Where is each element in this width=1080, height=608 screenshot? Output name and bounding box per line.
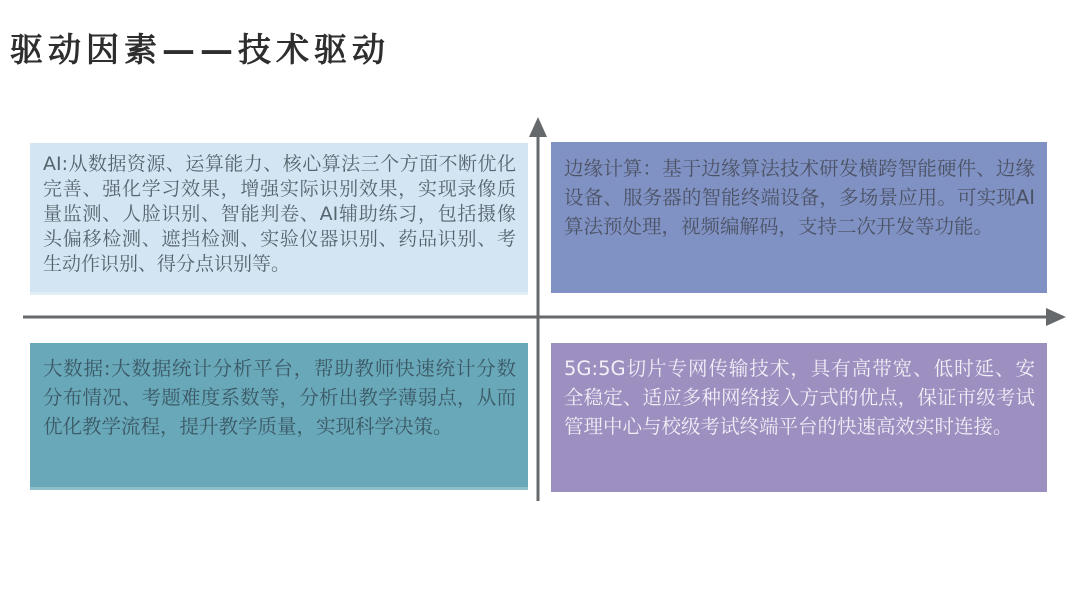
quadrant-big-data-text: 大数据:大数据统计分析平台，帮助教师快速统计分数分布情况、考题难度系数等，分析出教学薄弱点，从而优化教学流程，提升教学质量，实现科学决策。 [43, 357, 516, 438]
quadrant-big-data [30, 343, 528, 490]
quadrant-ai [30, 143, 528, 295]
up-arrow-icon [529, 117, 547, 137]
quadrant-ai-text: AI:从数据资源、运算能力、核心算法三个方面不断优化完善、强化学习效果，增强实际识别效果，实现录像质量监测、人脸识别、智能判卷、AI辅助练习，包括摄像头偏移检测、遮挡检测、实验仪器识别、药品识别、考生动作识别、得分点识别等。 [43, 153, 516, 275]
quadrant-5g [551, 343, 1047, 492]
slide-title: 驱动因素——技术驱动 [10, 30, 390, 69]
right-arrow-icon [1046, 308, 1066, 326]
quadrant-5g-text: 5G:5G切片专网传输技术，具有高带宽、低时延、安全稳定、适应多种网络接入方式的优点，保证市级考试管理中心与校级考试终端平台的快速高效实时连接。 [564, 357, 1035, 438]
quadrant-edge-computing-text: 边缘计算：基于边缘算法技术研发横跨智能硬件、边缘设备、服务器的智能终端设备，多场景应用。可实现AI算法预处理，视频编解码，支持二次开发等功能。 [564, 157, 1035, 238]
quadrant-edge-computing [551, 142, 1047, 293]
